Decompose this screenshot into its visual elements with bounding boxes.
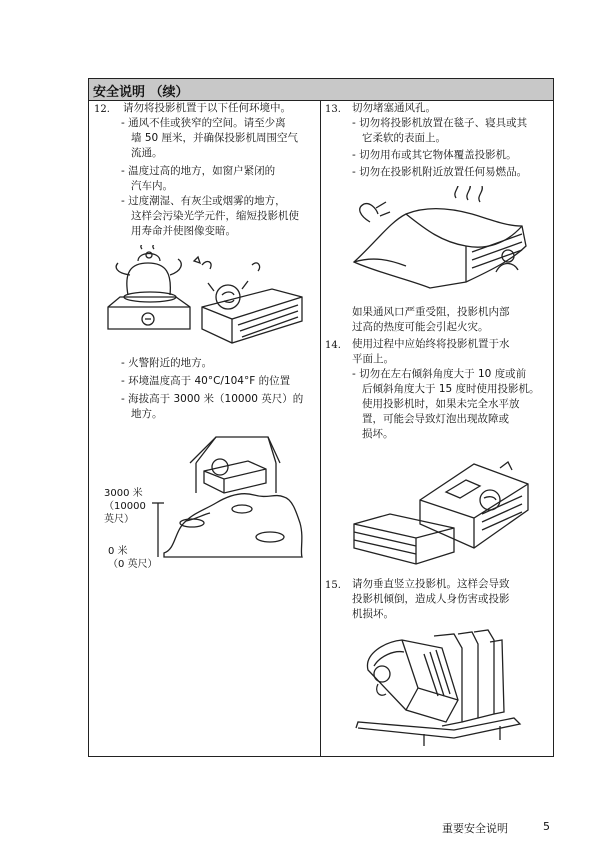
- item-12-line: - 海拔高于 3000 米（10000 英尺）的: [121, 393, 304, 405]
- item-14-bullet: 后倾斜角度大于 15 度时使用投影机。: [362, 383, 540, 395]
- table-header: [89, 79, 553, 101]
- blocked-vent-illustration: [346, 186, 532, 290]
- item-12-line: - 环境温度高于 40°C/104°F 的位置: [121, 375, 291, 387]
- item-12-line: - 通风不佳或狭窄的空间。请至少离: [121, 117, 286, 129]
- altitude-mountain-illustration: [150, 433, 310, 563]
- item-12-line: 流通。: [131, 147, 163, 159]
- item-12-line: - 火警附近的地方。: [121, 357, 213, 369]
- item-number-13: 13.: [325, 104, 341, 115]
- upright-projector-illustration: [354, 626, 524, 748]
- tilted-projector-illustration: [350, 456, 536, 568]
- item-14-line: 使用过程中应始终将投影机置于水: [352, 338, 510, 350]
- item-12-line: 地方。: [131, 408, 163, 420]
- item-12-line: 用寿命并使图像变暗。: [131, 225, 236, 237]
- item-13-line: - 切勿将投影机放置在毯子、寝具或其: [352, 117, 528, 129]
- item-12-line: 这样会污染光学元件，缩短投影机使: [131, 210, 299, 222]
- item-15-line: 请勿垂直竖立投影机。这样会导致: [352, 578, 510, 590]
- item-14-line: 平面上。: [352, 353, 394, 365]
- item-13-line: - 切勿在投影机附近放置任何易燃品。: [352, 166, 528, 178]
- item-12-line: - 温度过高的地方，如窗户紧闭的: [121, 165, 276, 177]
- item-13-after: 如果通风口严重受阻，投影机内部: [352, 306, 510, 318]
- page-number: 5: [543, 820, 550, 833]
- altitude-label-high: 英尺）: [104, 514, 134, 525]
- item-number-12: 12.: [94, 104, 110, 115]
- footer-section-title: 重要安全说明: [442, 822, 508, 835]
- item-13-line: 它柔软的表面上。: [362, 132, 446, 144]
- item-14-bullet: 使用投影机时，如果未完全水平放: [362, 398, 520, 410]
- item-number-15: 15.: [325, 580, 341, 591]
- item-15-line: 机损坏。: [352, 608, 394, 620]
- item-12-line: 汽车内。: [131, 180, 173, 192]
- item-14-bullet: 置，可能会导致灯泡出现故障或: [362, 413, 509, 425]
- altitude-label-low: （0 英尺）: [108, 559, 158, 570]
- altitude-label-high: 3000 米: [104, 488, 143, 499]
- item-number-14: 14.: [325, 340, 341, 351]
- item-14-bullet: - 切勿在左右倾斜角度大于 10 度或前: [352, 368, 527, 380]
- item-12-line: 墙 50 厘米，并确保投影机周围空气: [131, 132, 299, 144]
- item-14-bullet: 损坏。: [362, 428, 394, 440]
- section-title: 安全说明 （续）: [93, 85, 189, 100]
- item-13-title: 切勿堵塞通风孔。: [352, 102, 436, 114]
- altitude-label-high: （10000: [104, 501, 146, 512]
- item-12-title: 请勿将投影机置于以下任何环境中。: [123, 102, 291, 114]
- column-divider: [320, 101, 321, 757]
- item-13-line: - 切勿用布或其它物体覆盖投影机。: [352, 149, 517, 161]
- stove-heat-illustration: [102, 245, 308, 345]
- altitude-label-low: 0 米: [108, 546, 128, 557]
- item-13-after: 过高的热度可能会引起火灾。: [352, 321, 489, 333]
- item-15-line: 投影机倾倒，造成人身伤害或投影: [352, 593, 510, 605]
- item-12-line: - 过度潮湿、有灰尘或烟雾的地方，: [121, 195, 286, 207]
